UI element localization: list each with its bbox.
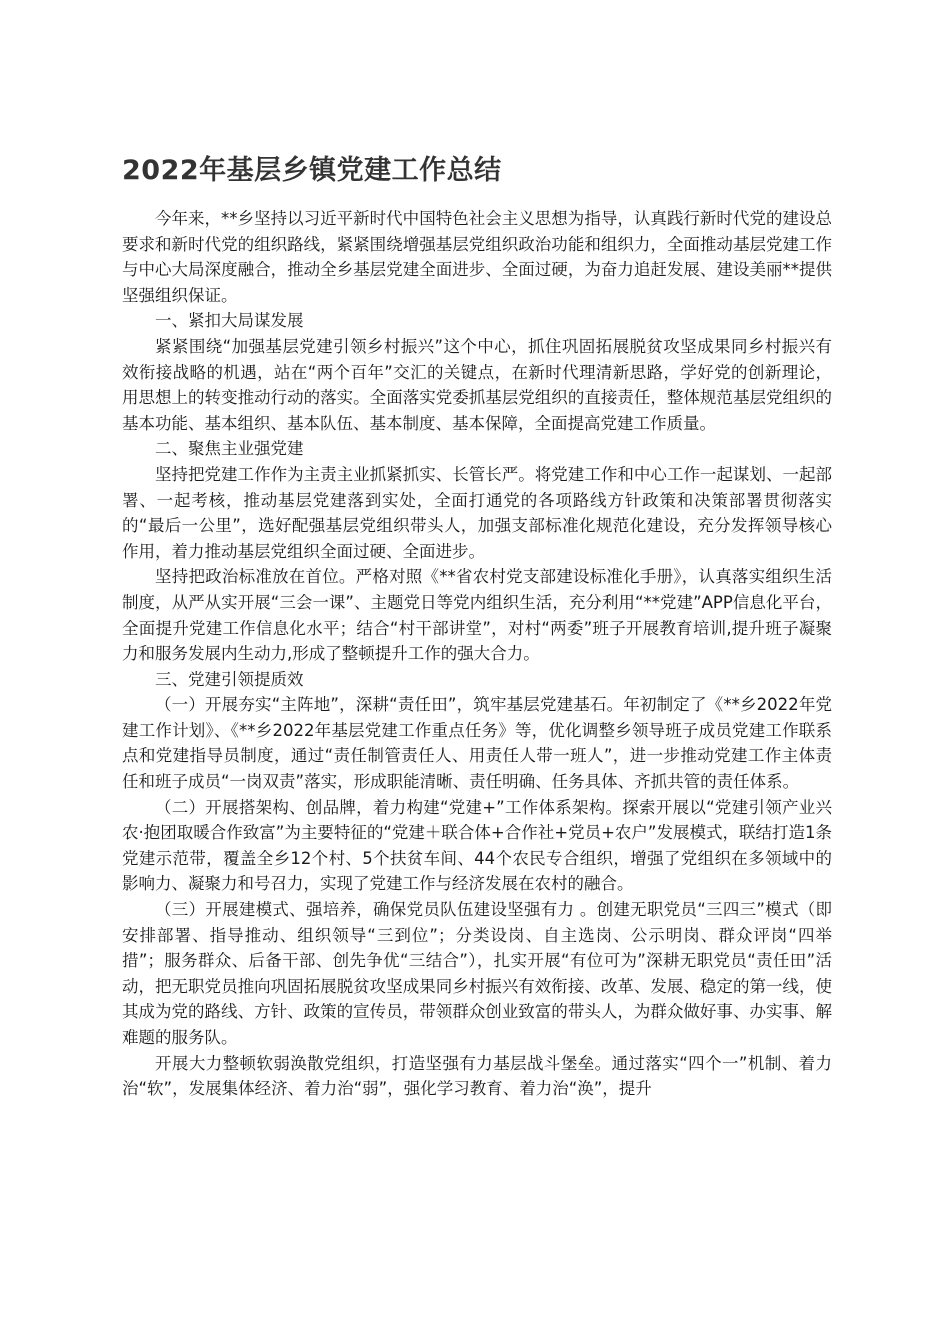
section-3-paragraph-4: 开展大力整顿软弱涣散党组织，打造坚强有力基层战斗堡垒。通过落实“四个一”机制、着力治“软”，发展集体经济、着力治“弱”，强化学习教育、着力治“涣”，提升 <box>122 1053 832 1099</box>
section-3-paragraph-2: （二）开展搭架构、创品牌，着力构建“党建+”工作体系架构。探索开展以“党建引领产业兴农·抱团取暖合作致富”为主要特征的“党建＋联合体+合作社+党员+农户”发展模式，联结打造1条党建示范带，覆盖全乡12个村、5个扶贫车间、44个农民专合组织，增强了党组织在多领域中的影响力、凝聚力和号召力，实现了党建工作与经济发展在农村的融合。 <box>122 797 832 894</box>
section-2-paragraph-1: 坚持把党建工作作为主责主业抓紧抓实、长管长严。将党建工作和中心工作一起谋划、一起部署、一起考核，推动基层党建落到实处，全面打通党的各项路线方针政策和决策部署贯彻落实的“最后一公里”，选好配强基层党组织带头人，加强支部标准化规范化建设，充分发挥领导核心作用，着力推动基层党组织全面过硬、全面进步。 <box>122 464 832 561</box>
document-title: 2022年基层乡镇党建工作总结 <box>122 155 502 186</box>
section-2-heading: 二、聚焦主业强党建 <box>155 439 304 459</box>
document-page <box>122 150 832 1102</box>
section-3-paragraph-3: （三）开展建模式、强培养，确保党员队伍建设坚强有力 。创建无职党员“三四三”模式（即安排部署、指导推动、组织领导“三到位”；分类设岗、自主选岗、公示明岗、群众评岗“四举措”；服务群众、后备干部、创先争优“三结合”），扎实开展“有位可为”深耕无职党员“责任田”活动，把无职党员推向巩固拓展脱贫攻坚成果同乡村振兴有效衔接、改革、发展、稳定的第一线，使其成为党的路线、方针、政策的宣传员，带领群众创业致富的带头人，为群众做好事、办实事、解难题的服务队。 <box>122 900 832 1047</box>
section-2-paragraph-2: 坚持把政治标准放在首位。严格对照《**省农村党支部建设标准化手册》，认真落实组织生活制度，从严从实开展“三会一课”、主题党日等党内组织生活，充分利用“**党建”APP信息化平台，全面提升党建工作信息化水平；结合“村干部讲堂”，对村“两委”班子开展教育培训,提升班子凝聚力和服务发展内生动力,形成了整顿提升工作的强大合力。 <box>122 567 832 664</box>
section-1-paragraph-1: 紧紧围绕“加强基层党建引领乡村振兴”这个中心，抓住巩固拓展脱贫攻坚成果同乡村振兴有效衔接战略的机遇，站在“两个百年”交汇的关键点，在新时代理清新思路，学好党的创新理论，用思想上的转变推动行动的落实。全面落实党委抓基层党组织的直接责任，整体规范基层党组织的基本功能、基本组织、基本队伍、基本制度、基本保障，全面提高党建工作质量。 <box>122 336 832 433</box>
section-3-paragraph-1: （一）开展夯实“主阵地”，深耕“责任田”，筑牢基层党建基石。年初制定了《**乡2022年党建工作计划》、《**乡2022年基层党建工作重点任务》等，优化调整乡领导班子成员党建工作联系点和党建指导员制度，通过“责任制管责任人、用责任人带一班人”，进一步推动党建工作主体责任和班子成员“一岗双责”落实，形成职能清晰、责任明确、任务具体、齐抓共管的责任体系。 <box>122 695 832 792</box>
section-3-heading: 三、党建引领提质效 <box>155 669 304 689</box>
intro-paragraph: 今年来，**乡坚持以习近平新时代中国特色社会主义思想为指导，认真践行新时代党的建设总要求和新时代党的组织路线，紧紧围绕增强基层党组织政治功能和组织力，全面推动基层党建工作与中心大局深度融合，推动全乡基层党建全面进步、全面过硬，为奋力追赶发展、建设美丽**提供坚强组织保证。 <box>122 209 832 305</box>
section-1-heading: 一、紧扣大局谋发展 <box>155 311 304 331</box>
